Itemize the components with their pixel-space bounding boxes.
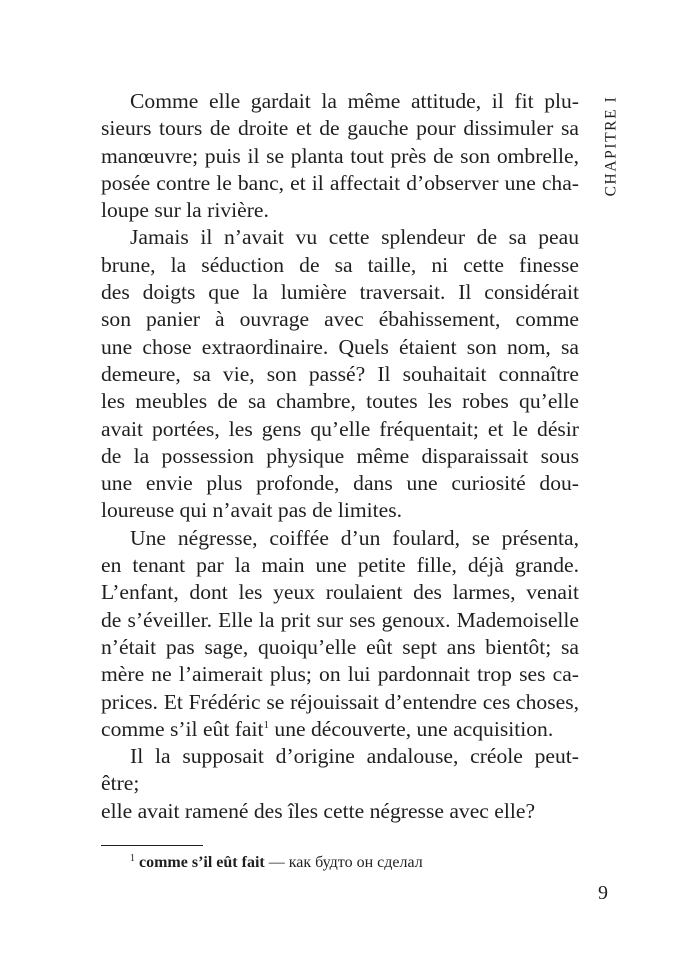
footnote-term: comme s’il eût fait: [139, 854, 265, 871]
text-line: en tenant par la main une petite fille, déjà grande.: [101, 553, 579, 578]
text-line: avait portées, les gens qu’elle fréquentait; et le désir: [101, 416, 579, 441]
text-line: L’enfant, dont les yeux roulaient des larmes, venait: [101, 580, 579, 605]
text-line: une chose extraordinaire. Quels étaient son nom, sa: [101, 334, 579, 359]
text-line: loupe sur la rivière.: [101, 198, 269, 223]
text-line: sieurs tours de droite et de gauche pour dissimuler sa: [101, 116, 579, 141]
paragraph: [101, 224, 579, 524]
text-line: manœuvre; puis il se planta tout près de son ombrelle,: [101, 143, 579, 168]
text-line: de la possession physique même disparaissait sous: [101, 443, 579, 468]
running-head-text: CHAPITRE I: [602, 95, 620, 197]
body-text: [101, 88, 579, 825]
text-line: Il la supposait d’origine andalouse, créole peut-être;: [101, 744, 579, 796]
paragraph: [101, 88, 579, 224]
paragraph: [101, 743, 579, 825]
text-line: mère ne l’aimerait plus; on lui pardonnait trop ses ca-: [101, 662, 579, 687]
footnote-anchor-text: comme s’il eût fait: [101, 716, 264, 741]
text-line: elle avait ramené des îles cette négresse avec elle?: [101, 798, 536, 823]
text-line: Jamais il n’avait vu cette splendeur de sa peau: [130, 225, 579, 250]
text-line: demeure, sa vie, son passé? Il souhaitait connaître: [101, 361, 579, 386]
text-line: une envie plus profonde, dans une curiosité dou-: [101, 471, 579, 496]
text-line: [101, 716, 579, 743]
footnote-divider: [101, 845, 203, 846]
text-line: les meubles de sa chambre, toutes les robes qu’elle: [101, 389, 579, 414]
footnote-reference[interactable]: 1: [263, 718, 270, 731]
text-line: son panier à ouvrage avec ébahissement, comme: [101, 307, 579, 332]
running-head: [591, 86, 631, 206]
text-line: loureuse qui n’avait pas de limites.: [101, 498, 403, 523]
footnote-translation: — как будто он сделал: [264, 854, 423, 871]
footnote-marker: 1: [130, 853, 135, 864]
footnote: [130, 853, 423, 872]
text-line: n’était pas sage, quoiqu’elle eût sept ans bientôt; sa: [101, 634, 579, 659]
text-line: des doigts que la lumière traversait. Il considérait: [101, 280, 579, 305]
text-line-rest: une découverte, une acquisition.: [269, 716, 554, 741]
page-number: 9: [598, 882, 608, 904]
text-line: Une négresse, coiffée d’un foulard, se présenta,: [130, 525, 579, 550]
text-line: brune, la séduction de sa taille, ni cette finesse: [101, 252, 579, 277]
text-line: posée contre le banc, et il affectait d’observer une cha-: [101, 170, 579, 195]
text-line: de s’éveiller. Elle la prit sur ses genoux. Mademoiselle: [101, 607, 579, 632]
text-line: prices. Et Frédéric se réjouissait d’entendre ces choses,: [101, 689, 579, 714]
paragraph: [101, 525, 579, 743]
text-line: Comme elle gardait la même attitude, il fit plu-: [130, 89, 579, 113]
